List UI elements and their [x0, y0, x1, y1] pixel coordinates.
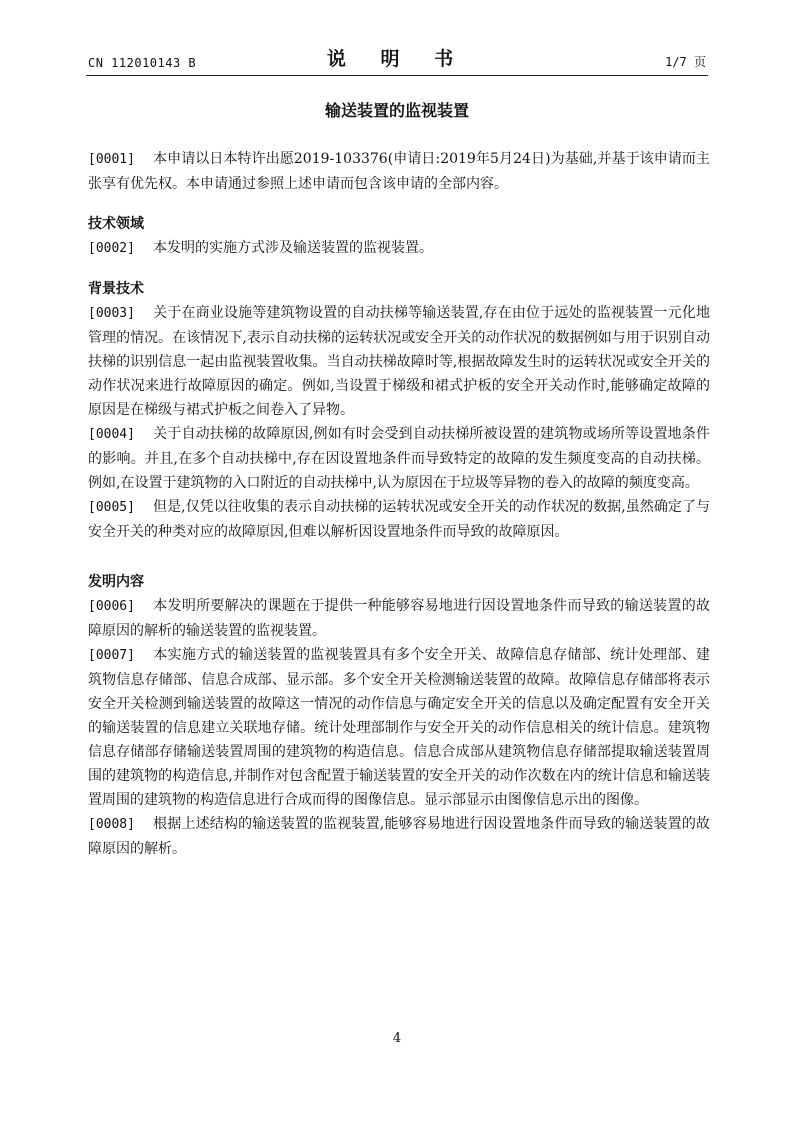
paragraph-text: 本发明的实施方式涉及输送装置的监视装置。 — [152, 240, 433, 256]
paragraph-number: [0006] — [88, 599, 135, 614]
paragraph-text: 本申请以日本特许出愿2019-103376(申请日:2019年5月24日)为基础,并基于该申请而主张享有优先权。本申请通过参照上述申请而包含该申请的全部内容。 — [88, 151, 710, 192]
paragraph-number: [0005] — [88, 500, 135, 515]
paragraph-number: [0003] — [88, 306, 135, 321]
paragraph-0008 — [88, 812, 710, 861]
paragraph-number: [0004] — [88, 427, 135, 442]
page-header — [88, 46, 706, 74]
publication-number: CN 112010143 B — [88, 56, 197, 70]
paragraph-0007 — [88, 643, 710, 812]
paragraph-text: 根据上述结构的输送装置的监视装置,能够容易地进行因设置地条件而导致的输送装置的故障原因的解析。 — [88, 816, 710, 857]
paragraph-text: 关于在商业设施等建筑物设置的自动扶梯等输送装置,存在由位于远处的监视装置一元化地管理的情况。在该情况下,表示自动扶梯的运转状况或安全开关的动作状况的数据例如与用于识别自动扶梯的识别信息一起由监视装置收集。当自动扶梯故障时等,根据故障发生时的运转状况或安全开关的动作状况来进行故障原因的确定。例如,当设置于梯级和裙式护板的安全开关动作时,能够确定故障的原因是在梯级与裙式护板之间卷入了异物。 — [88, 305, 710, 418]
paragraph-text: 但是,仅凭以往收集的表示自动扶梯的运转状况或安全开关的动作状况的数据,虽然确定了与安全开关的种类对应的故障原因,但难以解析因设置地条件而导致的故障原因。 — [88, 499, 710, 540]
page-indicator: 1/7 页 — [665, 55, 706, 69]
paragraph-0006 — [88, 594, 710, 643]
section-heading-summary: 发明内容 — [88, 574, 144, 590]
paragraph-0005 — [88, 495, 710, 544]
document-title: 输送装置的监视装置 — [324, 101, 469, 120]
paragraph-number: [0002] — [88, 241, 135, 256]
paragraph-number: [0007] — [88, 648, 135, 663]
section-heading-tech-field: 技术领域 — [88, 216, 144, 232]
section-heading-background: 背景技术 — [88, 281, 144, 297]
paragraph-0003 — [88, 301, 710, 422]
paragraph-text: 本实施方式的输送装置的监视装置具有多个安全开关、故障信息存储部、统计处理部、建筑物信息存储部、信息合成部、显示部。多个安全开关检测输送装置的故障。故障信息存储部将表示安全开关检测到输送装置的故障这一情况的动作信息与确定安全开关的信息以及确定配置有安全开关的输送装置的信息建立关联地存储。统计处理部制作与安全开关的动作信息相关的统计信息。建筑物信息存储部存储输送装置周围的建筑物的构造信息。信息合成部从建筑物信息存储部提取输送装置周围的建筑物的构造信息,并制作对包含配置于输送装置的安全开关的动作次数在内的统计信息和输送装置周围的建筑物的构造信息进行合成而得的图像信息。显示部显示由图像信息示出的图像。 — [88, 647, 710, 808]
paragraph-text: 关于自动扶梯的故障原因,例如有时会受到自动扶梯所被设置的建筑物或场所等设置地条件的影响。并且,在多个自动扶梯中,存在因设置地条件而导致特定的故障的发生频度变高的自动扶梯。例如,在设置于建筑物的入口附近的自动扶梯中,认为原因在于垃圾等异物的卷入的故障的频度变高。 — [88, 426, 710, 491]
paragraph-number: [0008] — [88, 817, 135, 832]
paragraph-0004 — [88, 422, 710, 495]
paragraph-number: [0001] — [88, 152, 135, 167]
paragraph-text: 本发明所要解决的课题在于提供一种能够容易地进行因设置地条件而导致的输送装置的故障原因的解析的输送装置的监视装置。 — [88, 598, 710, 639]
page-number: 4 — [392, 1031, 402, 1046]
paragraph-0001 — [88, 147, 710, 196]
header-rule — [86, 75, 708, 76]
document-body — [88, 147, 710, 861]
document-type: 说 明 书 — [326, 48, 468, 70]
paragraph-0002 — [88, 236, 710, 261]
